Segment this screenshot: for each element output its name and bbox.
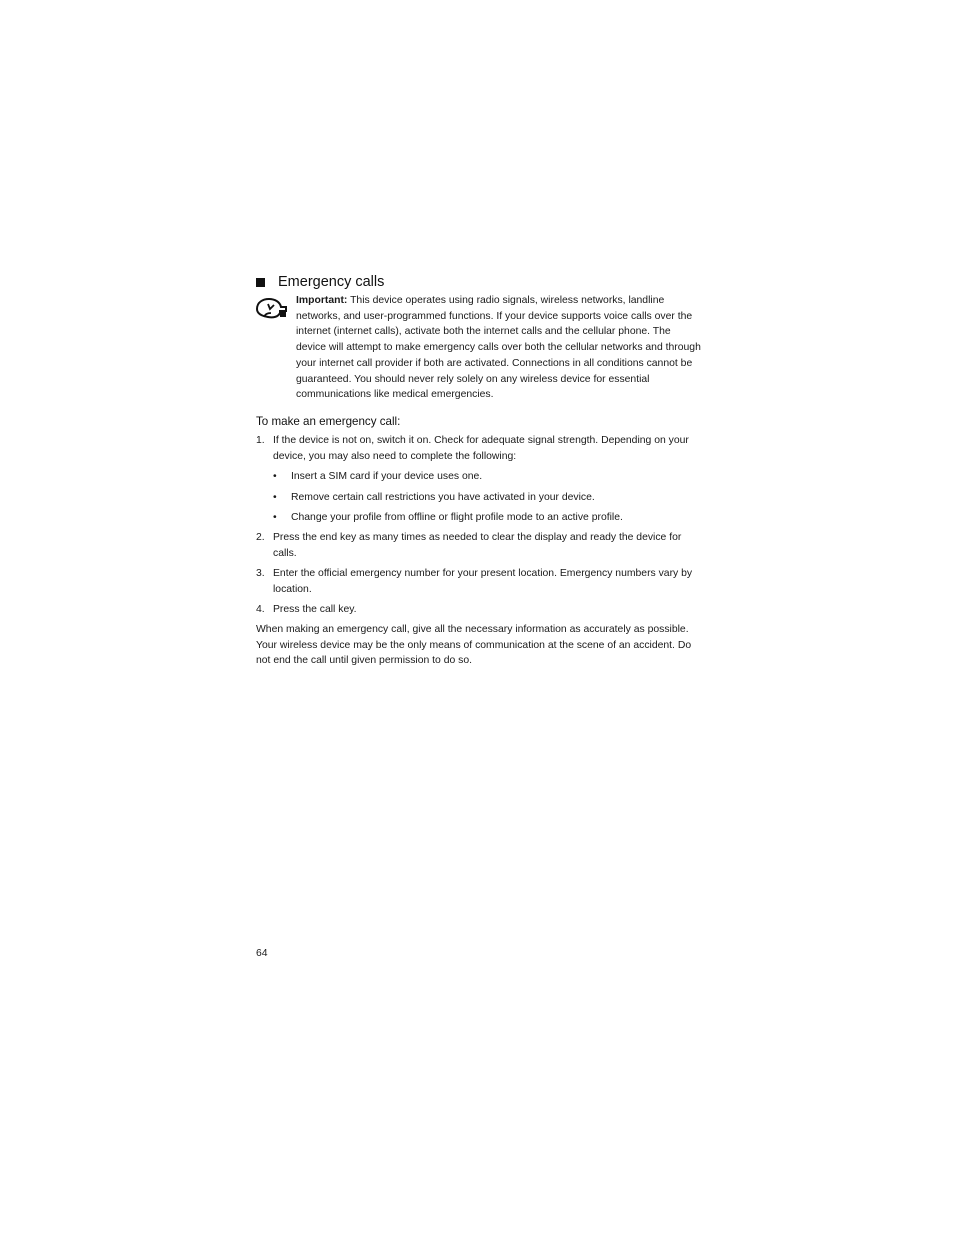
important-body: This device operates using radio signals, wireless networks, landline networks, and user-programmed functions. If your device supports voice calls over the internet (internet calls), activate both the internet calls and the cellular phone. The device will attempt to make emergency calls over both the cellular networks and through your internet call provider if both are activated. Connections in all conditions cannot be guaranteed. You should never rely solely on any wireless device for essential communications like medical emergencies.	[296, 295, 701, 401]
important-label: Important:	[296, 295, 348, 306]
bullet-item-3	[273, 510, 623, 526]
procedure-title: To make an emergency call:	[256, 415, 401, 428]
section-title: Emergency calls	[278, 274, 385, 290]
step-3	[256, 566, 701, 597]
section-marker-square	[256, 278, 265, 287]
important-hand-icon	[254, 296, 288, 320]
step-2	[256, 530, 701, 561]
page-number: 64	[256, 948, 268, 959]
step-text: Enter the official emergency number for your present location. Emergency numbers vary by location.	[273, 568, 693, 595]
step-number: 1.	[256, 435, 265, 446]
bullet-text: Insert a SIM card if your device uses one.	[291, 471, 483, 482]
step-1	[256, 433, 701, 464]
step-text: Press the call key.	[273, 604, 357, 615]
bullet-marker: •	[273, 492, 277, 503]
section-heading	[256, 272, 384, 292]
important-note	[296, 293, 701, 403]
bullet-text: Change your profile from offline or flight profile mode to an active profile.	[291, 512, 623, 523]
step-number: 3.	[256, 568, 265, 579]
step-text: Press the end key as many times as needed to clear the display and ready the device for calls.	[273, 532, 682, 559]
step-number: 2.	[256, 532, 265, 543]
closing-paragraph: When making an emergency call, give all the necessary information as accurately as possible. Your wireless device may be the only means of communication at the scene of an accident. Do not end the call until given permission to do so.	[256, 624, 692, 667]
bullet-item-1	[273, 469, 482, 485]
bullet-marker: •	[273, 471, 277, 482]
bullet-marker: •	[273, 512, 277, 523]
step-number: 4.	[256, 604, 265, 615]
bullet-item-2	[273, 490, 595, 506]
step-4	[256, 602, 701, 618]
step-text: If the device is not on, switch it on. Check for adequate signal strength. Depending on your device, you may also need to complete the following:	[273, 435, 689, 462]
bullet-text: Remove certain call restrictions you have activated in your device.	[291, 492, 595, 503]
